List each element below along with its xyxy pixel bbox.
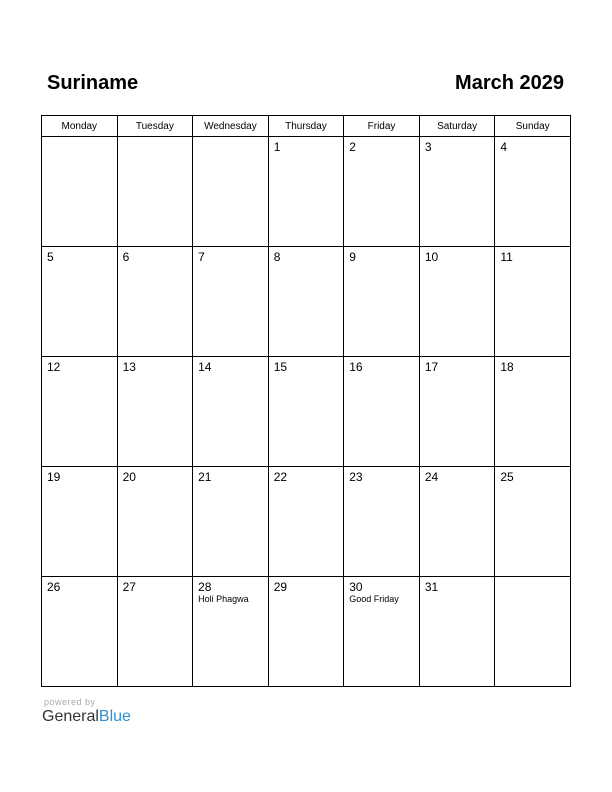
day-number: 2 — [349, 140, 356, 154]
day-number: 1 — [273, 140, 281, 154]
day-number: 8 — [273, 250, 281, 264]
weekday-thursday: Thursday — [268, 116, 344, 137]
day-cell — [193, 247, 269, 357]
day-number: 6 — [122, 250, 130, 264]
weekday-monday: Monday — [42, 116, 118, 137]
weekday-header-row — [42, 116, 571, 137]
brand-logo — [42, 708, 131, 726]
day-cell — [495, 137, 571, 247]
day-number: 16 — [349, 360, 363, 374]
day-number: 10 — [424, 250, 439, 264]
day-number: 31 — [424, 580, 439, 594]
day-number: 7 — [198, 250, 205, 264]
day-number: 9 — [349, 250, 356, 264]
day-number: 21 — [198, 470, 212, 484]
day-cell — [344, 577, 420, 687]
day-number: 5 — [47, 250, 54, 264]
day-cell — [495, 577, 571, 687]
holiday-label: Good Friday — [349, 594, 399, 604]
day-cell — [419, 357, 495, 467]
week-row — [42, 247, 571, 357]
day-cell — [193, 137, 269, 247]
day-number: 27 — [122, 580, 136, 594]
month-year-title: March 2029 — [455, 72, 564, 94]
powered-by-text: powered by — [44, 697, 96, 707]
day-cell — [344, 357, 420, 467]
day-number: 14 — [198, 360, 212, 374]
day-cell — [344, 137, 420, 247]
day-number: 3 — [424, 140, 432, 154]
day-number: 12 — [47, 360, 61, 374]
day-cell — [344, 467, 420, 577]
weekday-tuesday: Tuesday — [117, 116, 193, 137]
day-number: 18 — [500, 360, 514, 374]
day-cell — [268, 137, 344, 247]
day-number: 23 — [349, 470, 363, 484]
brand-blue: Blue — [98, 708, 131, 725]
day-cell — [344, 247, 420, 357]
day-cell — [42, 137, 118, 247]
day-cell — [193, 577, 269, 687]
week-row — [42, 577, 571, 687]
day-number: 25 — [500, 470, 514, 484]
weekday-saturday: Saturday — [419, 116, 495, 137]
weekday-friday: Friday — [344, 116, 420, 137]
day-number: 29 — [273, 580, 288, 594]
weekday-sunday: Sunday — [495, 116, 571, 137]
weekday-wednesday: Wednesday — [193, 116, 269, 137]
day-cell — [419, 137, 495, 247]
day-cell — [193, 357, 269, 467]
day-number: 20 — [122, 470, 136, 484]
brand-general: General — [42, 708, 99, 725]
day-number: 13 — [122, 360, 136, 374]
day-number: 26 — [47, 580, 61, 594]
week-row — [42, 467, 571, 577]
day-number: 30 — [349, 580, 363, 594]
day-cell — [419, 577, 495, 687]
day-number: 24 — [424, 470, 439, 484]
day-cell — [419, 467, 495, 577]
day-cell — [117, 577, 193, 687]
day-cell — [117, 247, 193, 357]
day-number: 17 — [424, 360, 439, 374]
week-row — [42, 137, 571, 247]
day-cell — [268, 467, 344, 577]
day-number: 22 — [273, 470, 288, 484]
day-cell — [495, 467, 571, 577]
day-number: 11 — [500, 250, 513, 264]
holiday-label: Holi Phagwa — [198, 594, 249, 604]
day-number: 28 — [198, 580, 212, 594]
week-row — [42, 357, 571, 467]
calendar-grid — [41, 115, 571, 687]
day-cell — [495, 357, 571, 467]
day-number: 19 — [47, 470, 61, 484]
day-cell — [42, 357, 118, 467]
day-cell — [42, 467, 118, 577]
day-cell — [42, 577, 118, 687]
day-cell — [268, 357, 344, 467]
day-cell — [42, 247, 118, 357]
day-cell — [117, 357, 193, 467]
day-cell — [117, 467, 193, 577]
day-cell — [268, 577, 344, 687]
day-number: 4 — [500, 140, 508, 154]
day-cell — [117, 137, 193, 247]
country-title: Suriname — [47, 72, 139, 94]
day-cell — [419, 247, 495, 357]
day-cell — [193, 467, 269, 577]
day-cell — [268, 247, 344, 357]
day-cell — [495, 247, 571, 357]
day-number: 15 — [273, 360, 288, 374]
